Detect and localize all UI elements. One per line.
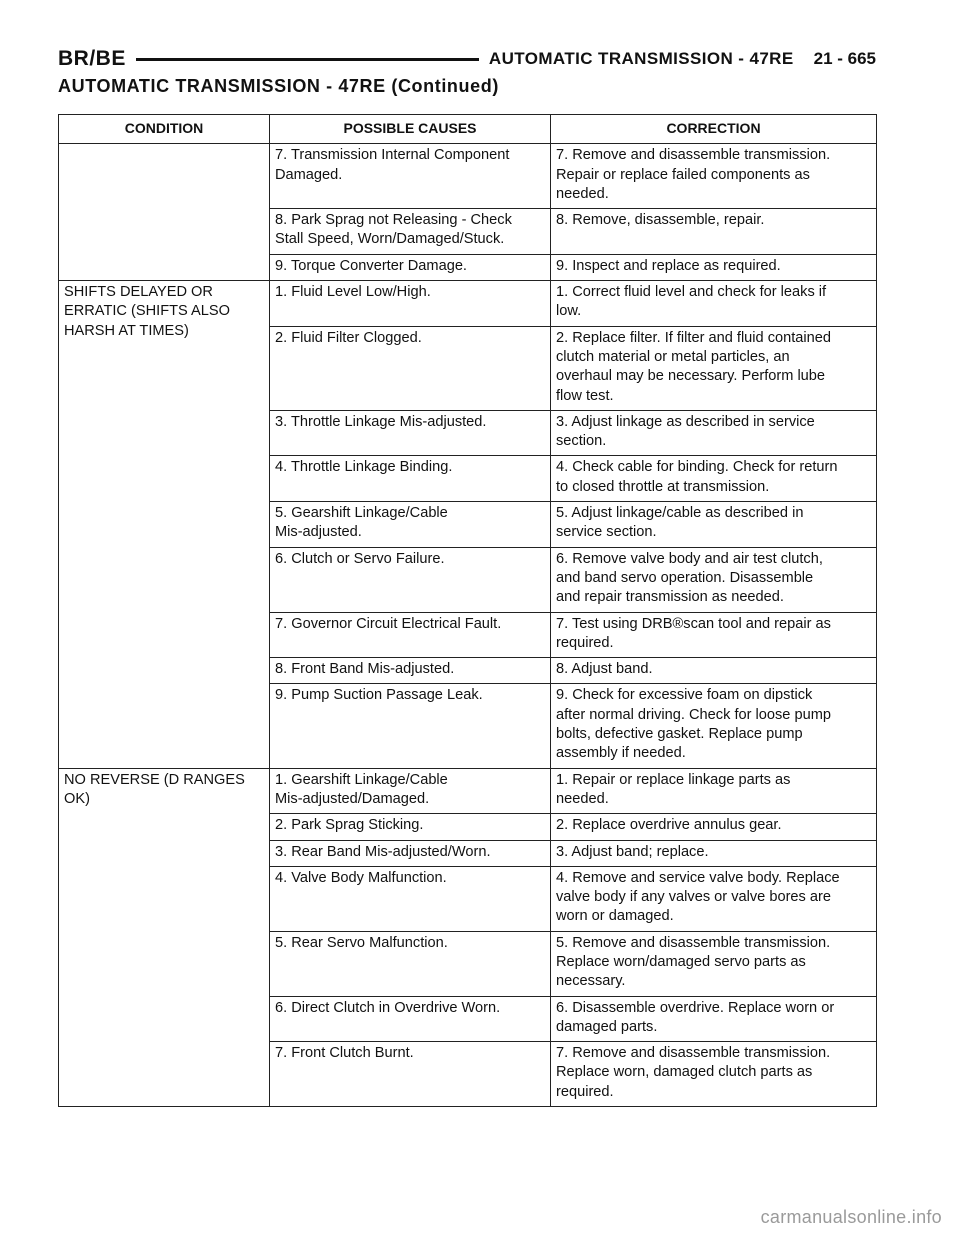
possible-cause-cell: 7. Transmission Internal Component Damaged. (270, 144, 551, 209)
correction-cell: 4. Remove and service valve body. Replace valve body if any valves or valve bores are worn or damaged. (551, 866, 877, 931)
table-row (59, 768, 877, 814)
correction-cell: 2. Replace filter. If filter and fluid contained clutch material or metal particles, an overhaul may be necessary. Perform lube flow test. (551, 326, 877, 410)
possible-cause-cell: 5. Gearshift Linkage/Cable Mis-adjusted. (270, 502, 551, 548)
correction-cell: 3. Adjust linkage as described in service section. (551, 410, 877, 456)
correction-cell: 1. Repair or replace linkage parts as needed. (551, 768, 877, 814)
watermark: carmanualsonline.info (760, 1207, 942, 1227)
possible-cause-cell: 7. Governor Circuit Electrical Fault. (270, 612, 551, 658)
correction-cell: 9. Check for excessive foam on dipstick after normal driving. Check for loose pump bolts, defective gasket. Replace pump assembly if needed. (551, 684, 877, 768)
correction-cell: 4. Check cable for binding. Check for return to closed throttle at transmission. (551, 456, 877, 502)
table-row (59, 144, 877, 209)
possible-cause-cell: 1. Gearshift Linkage/Cable Mis-adjusted/Damaged. (270, 768, 551, 814)
possible-cause-cell: 8. Front Band Mis-adjusted. (270, 658, 551, 684)
correction-cell: 7. Test using DRB®scan tool and repair as required. (551, 612, 877, 658)
possible-cause-cell: 2. Fluid Filter Clogged. (270, 326, 551, 410)
possible-cause-cell: 5. Rear Servo Malfunction. (270, 931, 551, 996)
possible-cause-cell: 6. Direct Clutch in Overdrive Worn. (270, 996, 551, 1042)
possible-cause-cell: 8. Park Sprag not Releasing - Check Stall Speed, Worn/Damaged/Stuck. (270, 209, 551, 255)
header-chapter-title: AUTOMATIC TRANSMISSION - 47RE (488, 49, 794, 68)
possible-cause-cell: 1. Fluid Level Low/High. (270, 281, 551, 327)
correction-cell: 6. Disassemble overdrive. Replace worn or damaged parts. (551, 996, 877, 1042)
header-page-number: 21 - 665 (813, 49, 876, 68)
condition-cell: NO REVERSE (D RANGES OK) (59, 768, 270, 1106)
column-header-correction: CORRECTION (551, 115, 877, 144)
table-header-row (59, 115, 877, 144)
possible-cause-cell: 7. Front Clutch Burnt. (270, 1042, 551, 1107)
correction-cell: 7. Remove and disassemble transmission. Replace worn, damaged clutch parts as required. (551, 1042, 877, 1107)
possible-cause-cell: 3. Rear Band Mis-adjusted/Worn. (270, 840, 551, 866)
correction-cell: 3. Adjust band; replace. (551, 840, 877, 866)
possible-cause-cell: 4. Valve Body Malfunction. (270, 866, 551, 931)
possible-cause-cell: 4. Throttle Linkage Binding. (270, 456, 551, 502)
section-title: AUTOMATIC TRANSMISSION - 47RE (Continued) (58, 76, 499, 96)
correction-cell: 8. Adjust band. (551, 658, 877, 684)
possible-cause-cell: 9. Pump Suction Passage Leak. (270, 684, 551, 768)
table-row (59, 281, 877, 327)
page-header (58, 44, 876, 74)
correction-cell: 1. Correct fluid level and check for leaks if low. (551, 281, 877, 327)
column-header-possible-causes: POSSIBLE CAUSES (270, 115, 551, 144)
condition-cell: SHIFTS DELAYED OR ERRATIC (SHIFTS ALSO HARSH AT TIMES) (59, 281, 270, 769)
condition-cell (59, 144, 270, 281)
diagnosis-table (58, 114, 877, 1107)
correction-cell: 6. Remove valve body and air test clutch, and band servo operation. Disassemble and repair transmission as needed. (551, 547, 877, 612)
correction-cell: 5. Adjust linkage/cable as described in service section. (551, 502, 877, 548)
possible-cause-cell: 9. Torque Converter Damage. (270, 254, 551, 280)
correction-cell: 8. Remove, disassemble, repair. (551, 209, 877, 255)
table-body (59, 144, 877, 1107)
possible-cause-cell: 3. Throttle Linkage Mis-adjusted. (270, 410, 551, 456)
correction-cell: 5. Remove and disassemble transmission. Replace worn/damaged servo parts as necessary. (551, 931, 877, 996)
header-model: BR/BE (58, 47, 126, 70)
column-header-condition: CONDITION (59, 115, 270, 144)
correction-cell: 7. Remove and disassemble transmission. Repair or replace failed components as needed. (551, 144, 877, 209)
correction-cell: 9. Inspect and replace as required. (551, 254, 877, 280)
header-rule (136, 58, 479, 61)
possible-cause-cell: 6. Clutch or Servo Failure. (270, 547, 551, 612)
possible-cause-cell: 2. Park Sprag Sticking. (270, 814, 551, 840)
correction-cell: 2. Replace overdrive annulus gear. (551, 814, 877, 840)
